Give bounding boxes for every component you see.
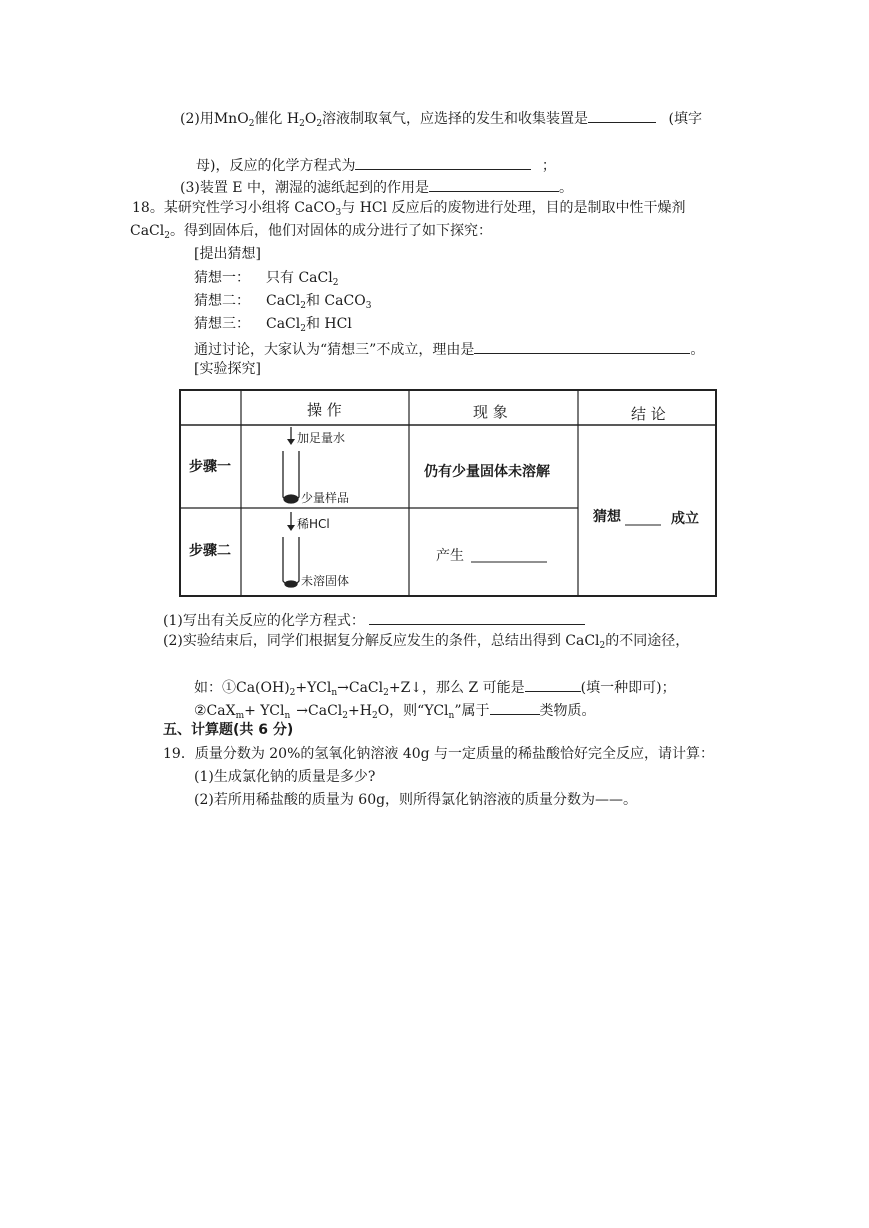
discussion-line: 通过讨论，大家认为“猜想三”不成立，理由是 。 — [194, 337, 704, 360]
q18-intro-line2: CaCl$_2$。得到固体后，他们对固体的成分进行了如下探究： — [130, 223, 492, 241]
q18-equation1: 如：$①Ca(OH)_2+YCl_n\to CaCl_2+Z↓$，那么 Z 可能是 (填一种即可)； — [194, 675, 676, 703]
step2-label: 步骤二 — [189, 543, 231, 559]
hypothesis-heading: [提出猜想] — [194, 246, 261, 262]
hypothesis-3: 猜想三： CaCl$_2$和 HCl — [194, 316, 352, 334]
section5-heading: 五、计算题(共 6 分) — [163, 722, 294, 738]
answer-blank[interactable] — [355, 153, 531, 170]
conclusion-prefix: 猜想 — [593, 509, 621, 525]
q19-text: 19．质量分数为 20%的氢氧化钠溶液 40g 与一定质量的稀盐酸恰好完全反应，请计算： — [163, 746, 715, 762]
step1-label: 步骤一 — [189, 459, 231, 475]
answer-blank[interactable] — [474, 337, 690, 354]
step1-add-label: 加足量水 — [297, 431, 346, 445]
answer-blank[interactable] — [369, 608, 585, 625]
step2-add-label: 稀HCl — [297, 517, 330, 531]
hypothesis-2: 猜想二： CaCl$_2$和 CaCO$_3$ — [194, 293, 372, 311]
answer-blank[interactable] — [429, 175, 559, 192]
q19-part2: (2)若所用稀盐酸的质量为 60g，则所得氯化钠溶液的质量分数为——。 — [194, 792, 638, 808]
step1-sample-label: 少量样品 — [301, 491, 350, 505]
answer-blank[interactable] — [588, 106, 656, 123]
q17-part2-line1: (2)用MnO$_2$催化 $H_2O_2$溶液制取氧气，应选择的发生和收集装置是 (填字 — [180, 106, 702, 134]
q18-question2: (2)实验结束后，同学们根据复分解反应发生的条件，总结出得到 CaCl$_2$的不同途径， — [163, 633, 690, 651]
header-operation: 操 作 — [307, 401, 342, 419]
q18-equation2: ②CaX$_m$+ $YCl_n \to CaCl_2+H_2O$，则“YCl$_n$”属于 类物质。 — [194, 698, 596, 726]
q18-question1: (1)写出有关反应的化学方程式： — [163, 608, 585, 631]
step2-sample-label: 未溶固体 — [301, 574, 350, 588]
hypothesis-1: 猜想一： 只有 CaCl$_2$ — [194, 270, 339, 288]
answer-blank[interactable] — [525, 675, 581, 692]
conclusion-suffix: 成立 — [671, 511, 699, 527]
q17-part3: (3)装置 E 中，潮湿的滤纸起到的作用是 。 — [180, 175, 573, 198]
q17-part2-line2: 母)，反应的化学方程式为 ； — [196, 153, 556, 176]
experiment-table — [179, 389, 717, 597]
step2-phenomenon: 产生 — [436, 548, 464, 564]
step1-phenomenon: 仍有少量固体未溶解 — [424, 464, 550, 480]
answer-blank[interactable] — [490, 698, 540, 715]
q19-part1: (1)生成氯化钠的质量是多少? — [194, 769, 376, 785]
experiment-heading: [实验探究] — [194, 361, 261, 377]
header-conclusion: 结 论 — [631, 405, 666, 423]
q18-intro-line1: 18。某研究性学习小组将 CaCO$_3$与 HCl 反应后的废物进行处理，目的是制取中性干燥剂 — [132, 200, 686, 218]
header-phenomenon: 现 象 — [473, 403, 508, 421]
